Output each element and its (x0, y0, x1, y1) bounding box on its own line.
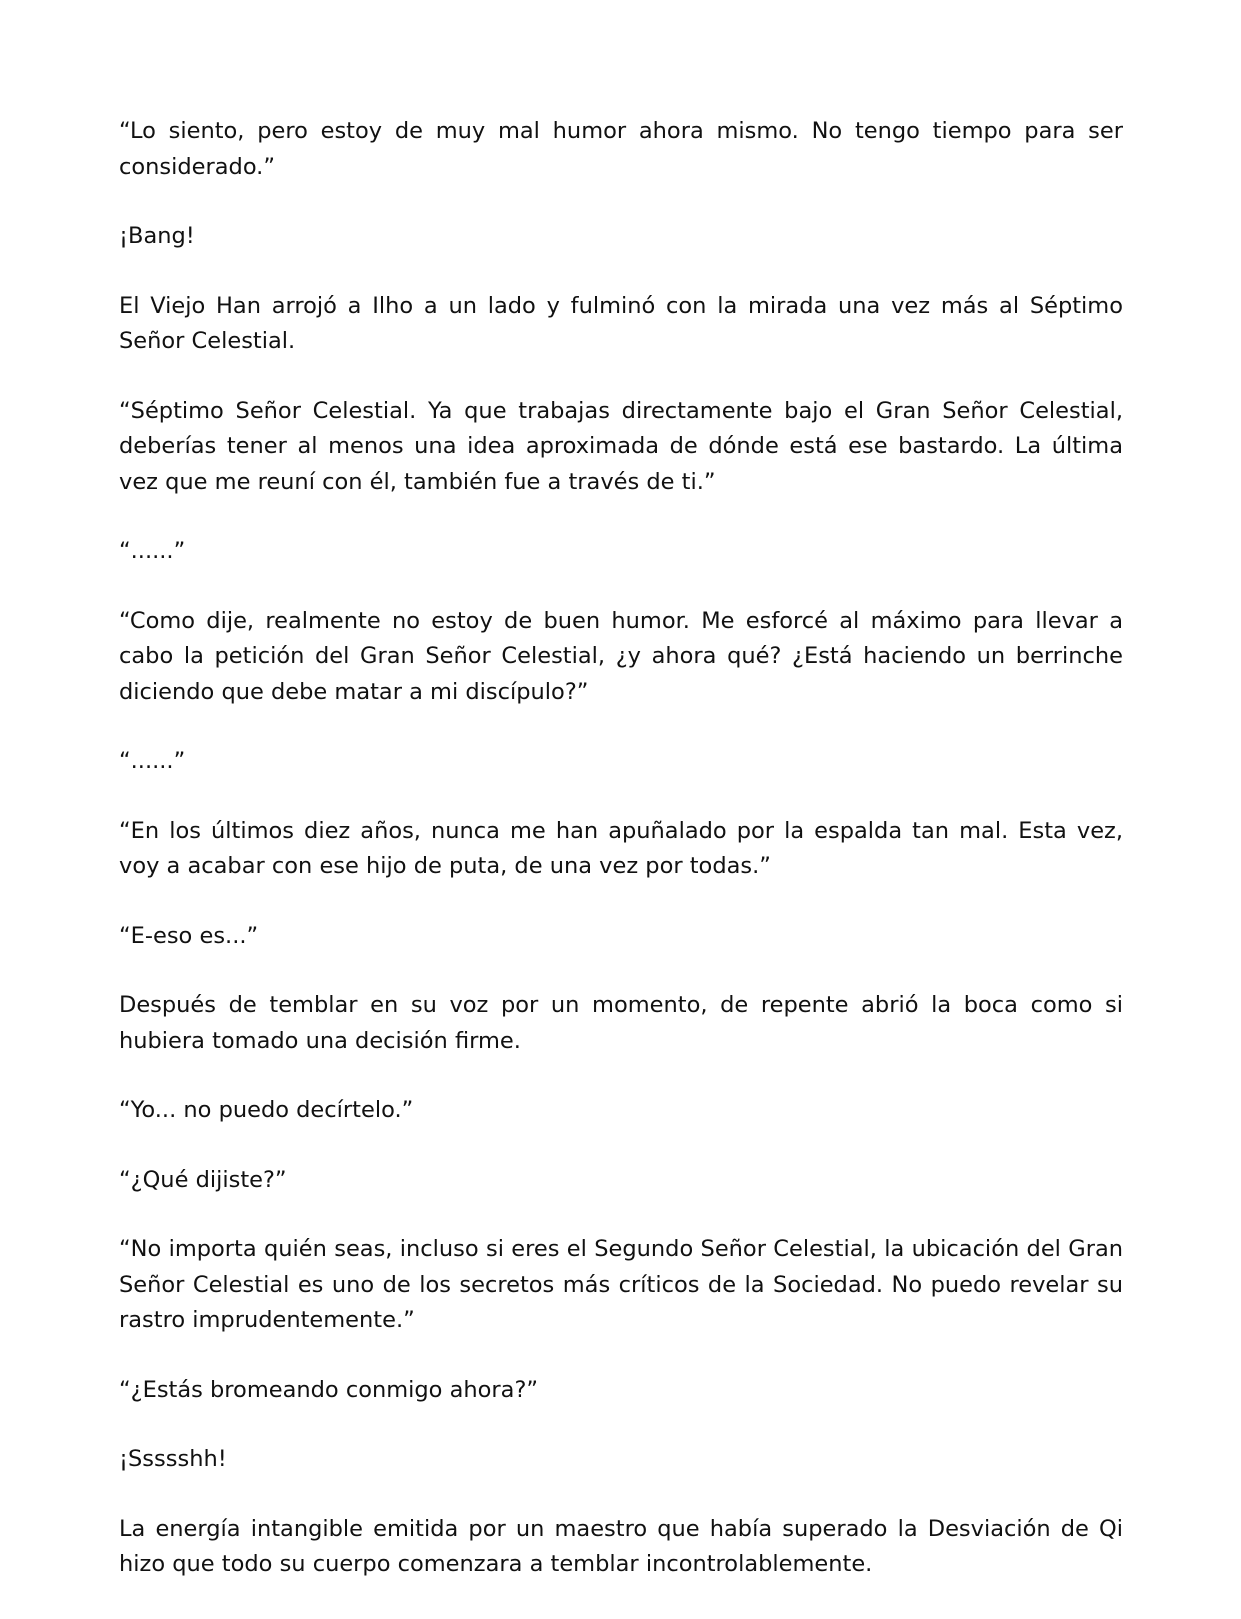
paragraph: “E-eso es...” (119, 922, 259, 949)
paragraph: “No importa quién seas, incluso si eres el Segundo Señor Celestial, la ubicación del Gran Señor Celestial es uno de los secretos más críticos de la Sociedad. No puedo revelar su rastro imprudentemente.” (119, 1236, 1123, 1333)
paragraph: “Como dije, realmente no estoy de buen humor. Me esforcé al máximo para llevar a cabo la petición del Gran Señor Celestial, ¿y ahora qué? ¿Está haciendo un berrinche diciendo que debe matar a mi discípulo?” (119, 607, 1123, 705)
document-body (119, 114, 1123, 1583)
paragraph: “......” (119, 748, 186, 774)
paragraph: La energía intangible emitida por un maestro que había superado la Desviación de Qi hizo que todo su cuerpo comenzara a temblar incontrolablemente. (119, 1515, 1123, 1577)
paragraph: “......” (119, 538, 186, 564)
paragraph: ¡Ssssshh! (119, 1446, 227, 1472)
paragraph: “Lo siento, pero estoy de muy mal humor ahora mismo. No tengo tiempo para ser considerado.” (119, 118, 1123, 180)
paragraph: Después de temblar en su voz por un momento, de repente abrió la boca como si hubiera tomado una decisión firme. (119, 992, 1123, 1054)
paragraph: ¡Bang! (119, 223, 195, 249)
paragraph: “En los últimos diez años, nunca me han apuñalado por la espalda tan mal. Esta vez, voy a acabar con ese hijo de puta, de una vez por todas.” (119, 817, 1123, 879)
paragraph: “Séptimo Señor Celestial. Ya que trabajas directamente bajo el Gran Señor Celestial, deberías tener al menos una idea aproximada de dónde está ese bastardo. La última vez que me reuní con él, también fue a través de ti.” (119, 397, 1123, 495)
paragraph: El Viejo Han arrojó a Ilho a un lado y fulminó con la mirada una vez más al Séptimo Señor Celestial. (119, 292, 1123, 354)
paragraph: “Yo... no puedo decírtelo.” (119, 1097, 414, 1123)
paragraph: “¿Estás bromeando conmigo ahora?” (119, 1376, 539, 1403)
paragraph: “¿Qué dijiste?” (119, 1166, 287, 1193)
